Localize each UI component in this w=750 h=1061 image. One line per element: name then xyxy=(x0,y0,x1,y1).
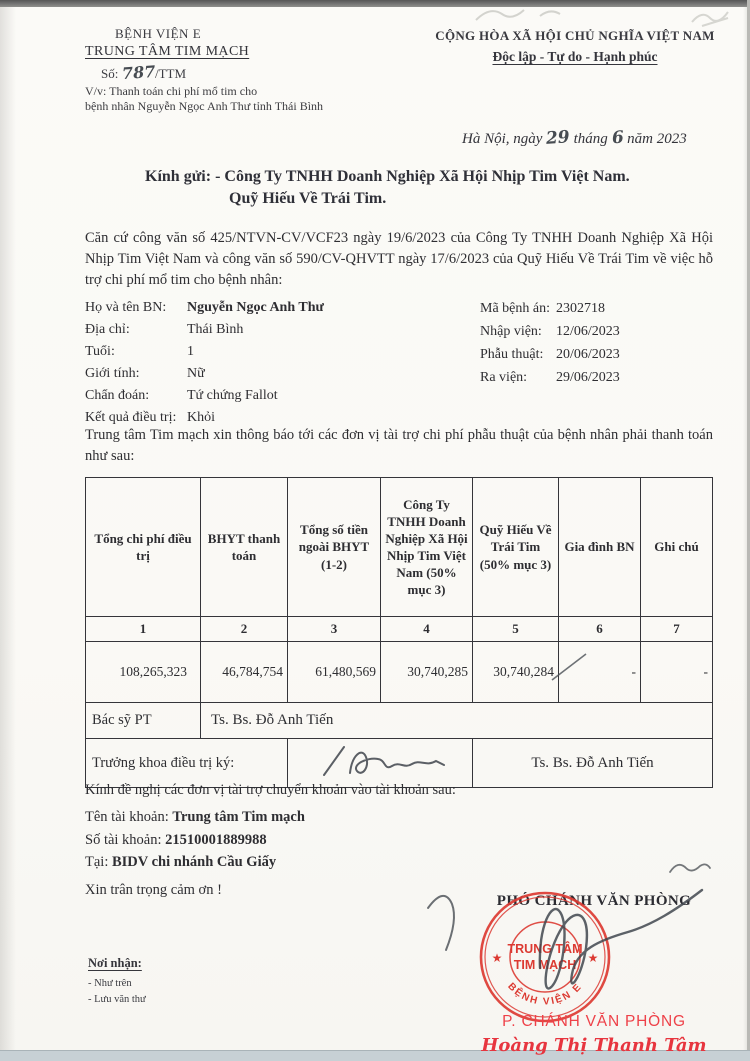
field-label: Địa chỉ: xyxy=(85,322,130,337)
field-label: Mã bệnh án: xyxy=(480,301,550,316)
subject-line-2: bệnh nhân Nguyễn Ngọc Anh Thư tỉnh Thái Bình xyxy=(85,99,324,113)
stamp-center-line2: TIM MẠCH xyxy=(513,958,577,972)
stamp-star-left-icon: ★ xyxy=(491,951,503,965)
value-company: 30,740,285 xyxy=(381,642,473,703)
salutation-block xyxy=(145,168,705,208)
doctor-label: Bác sỹ PT xyxy=(86,703,201,739)
col-number-1: 1 xyxy=(86,617,201,642)
cost-table-sign-row xyxy=(86,739,713,788)
national-title: CỘNG HÒA XÃ HỘI CHỦ NGHĨA VIỆT NAM xyxy=(435,28,715,43)
col-header-bhyt: BHYT thanh toán xyxy=(201,478,288,617)
cost-table-header-row xyxy=(86,478,713,617)
field-value: Nguyễn Ngọc Anh Thư xyxy=(187,300,324,315)
hospital-name: BỆNH VIỆN E xyxy=(115,26,202,41)
col-number-3: 3 xyxy=(288,617,381,642)
value-bhyt: 46,784,754 xyxy=(201,642,288,703)
field-label: Chẩn đoán: xyxy=(85,388,150,403)
field-value: 2302718 xyxy=(556,301,605,316)
account-bank-row xyxy=(85,851,305,874)
field-value: 29/06/2023 xyxy=(556,370,620,385)
col-header-family: Gia đình BN xyxy=(559,478,641,617)
document-number-handwritten: 787 xyxy=(120,61,156,84)
value-outside-bhyt: 61,480,569 xyxy=(288,642,381,703)
field-value: 20/06/2023 xyxy=(556,347,620,362)
head-sign-name: Ts. Bs. Đỗ Anh Tiến xyxy=(473,739,713,788)
field-value: 12/06/2023 xyxy=(556,324,620,339)
pen-slash-mark xyxy=(548,650,592,684)
col-number-6: 6 xyxy=(559,617,641,642)
patient-field-age xyxy=(85,341,465,363)
date-month-word: tháng xyxy=(573,131,608,147)
patient-field-name xyxy=(85,297,465,319)
cost-table-value-row xyxy=(86,642,713,703)
signer-signature-icon xyxy=(420,848,720,1018)
account-number-label: Số tài khoản: xyxy=(85,831,162,848)
document-number-line xyxy=(101,63,360,82)
cost-table xyxy=(85,477,713,788)
date-prefix: Hà Nội, ngày xyxy=(462,131,543,147)
col-number-7: 7 xyxy=(641,617,713,642)
patient-field-record-id xyxy=(480,297,713,320)
pencil-scribble-top xyxy=(470,2,590,28)
account-name-label: Tên tài khoản: xyxy=(85,809,169,825)
recipients-title: Nơi nhận: xyxy=(88,956,142,970)
field-label: Ra viện: xyxy=(480,370,528,385)
field-label: Phẫu thuật: xyxy=(480,347,544,362)
value-total-cost: 108,265,323 xyxy=(86,642,201,703)
cost-table-number-row xyxy=(86,617,713,642)
center-name: TRUNG TÂM TIM MẠCH xyxy=(85,44,250,59)
stamp-star-right-icon: ★ xyxy=(587,951,599,965)
value-family: - xyxy=(559,642,641,703)
reference-paragraph: Căn cứ công văn số 425/NTVN-CV/VCF23 ngày 19/6/2023 của Công Ty TNHH Doanh Nghiệp Xã Hội Nhịp Tim Việt Nam và công văn số 590/CV-QHVTT ngày 17/6/2023 của Quỹ Hiếu Về Trái Tim về việc hỗ trợ chi phí mổ tim cho bệnh nhân: xyxy=(85,230,713,289)
field-value: 1 xyxy=(187,344,194,359)
pencil-scribble-corner xyxy=(688,4,743,30)
value-note: - xyxy=(641,642,713,703)
signer-title: PHÓ CHÁNH VĂN PHÒNG xyxy=(496,893,692,909)
date-line xyxy=(462,128,687,148)
recipient-item-2: - Lưu văn thư xyxy=(88,994,146,1006)
field-label: Nhập viện: xyxy=(480,324,542,339)
patient-field-address xyxy=(85,319,465,341)
salutation-line-2: Quỹ Hiếu Về Trái Tim. xyxy=(229,190,387,207)
recipients-block xyxy=(88,956,146,1009)
document-number-suffix: /TTM xyxy=(155,66,187,81)
head-signature-cell xyxy=(288,739,473,788)
recipient-item-1: - Như trên xyxy=(88,978,132,989)
account-number-value: 21510001889988 xyxy=(165,831,267,848)
document-number-label: Số: xyxy=(101,66,119,81)
thanks-line: Xin trân trọng cảm ơn ! xyxy=(85,882,222,898)
account-bank-label: Tại: xyxy=(85,854,109,870)
patient-field-diagnosis xyxy=(85,385,465,407)
signer-name: Hoàng Thị Thanh Tâm xyxy=(481,1035,707,1056)
patient-info-left xyxy=(85,297,465,429)
account-name-row xyxy=(85,806,305,829)
date-month-handwritten: 6 xyxy=(610,127,625,149)
header-left-block xyxy=(85,26,360,114)
salutation-line-1: Kính gửi: - Công Ty TNHH Doanh Nghiệp Xã Hội Nhịp Tim Việt Nam. xyxy=(145,168,630,185)
col-header-outside-bhyt: Tổng số tiền ngoài BHYT (1-2) xyxy=(288,478,381,617)
col-header-total-cost: Tổng chi phí điều trị xyxy=(86,478,201,617)
doctor-signature-icon xyxy=(310,741,450,781)
date-year: năm 2023 xyxy=(627,131,687,147)
subject-line-1: V/v: Thanh toán chi phí mổ tim cho xyxy=(85,84,258,98)
col-header-company: Công Ty TNHH Doanh Nghiệp Xã Hội Nhịp Tim Việt Nam (50% mục 3) xyxy=(381,478,473,617)
stamp-arc-text: BỆNH VIỆN E xyxy=(505,980,585,1008)
account-bank-value: BIDV chi nhánh Cầu Giấy xyxy=(111,854,277,870)
announcement-paragraph: Trung tâm Tim mạch xin thông báo tới các đơn vị tài trợ chi phí phẫu thuật của bệnh nhân phải thanh toán như sau: xyxy=(85,427,713,465)
national-motto: Độc lập - Tự do - Hạnh phúc xyxy=(492,49,658,64)
field-label: Tuổi: xyxy=(85,344,115,359)
field-label: Giới tính: xyxy=(85,366,140,381)
field-value: Nữ xyxy=(187,366,205,381)
patient-field-admission xyxy=(480,320,713,343)
cost-table-doctor-row xyxy=(86,703,713,739)
value-fund: 30,740,284 xyxy=(473,642,559,703)
account-name-value: Trung tâm Tim mạch xyxy=(172,809,305,825)
col-number-5: 5 xyxy=(473,617,559,642)
field-value: Tứ chứng Fallot xyxy=(187,388,278,403)
doctor-name: Ts. Bs. Đỗ Anh Tiến xyxy=(201,703,713,739)
head-sign-label: Trưởng khoa điều trị ký: xyxy=(86,739,288,788)
account-block xyxy=(85,806,305,874)
account-number-row xyxy=(85,829,305,852)
field-label: Kết quả điều trị: xyxy=(85,410,177,425)
transfer-note: Kính đề nghị các đơn vị tài trợ chuyển khoản vào tài khoản sau: xyxy=(85,782,456,798)
signer-title-red: P. CHÁNH VĂN PHÒNG xyxy=(502,1013,686,1030)
patient-field-discharge xyxy=(480,366,713,389)
patient-field-gender xyxy=(85,363,465,385)
col-number-2: 2 xyxy=(201,617,288,642)
stamp-center-line1: TRUNG TÂM xyxy=(507,942,583,956)
patient-field-surgery xyxy=(480,343,713,366)
col-header-fund: Quỹ Hiếu Về Trái Tim (50% mục 3) xyxy=(473,478,559,617)
field-label: Họ và tên BN: xyxy=(85,300,167,315)
field-value: Thái Bình xyxy=(187,322,244,337)
scan-edge-top xyxy=(0,0,750,7)
col-number-4: 4 xyxy=(381,617,473,642)
header-right-block xyxy=(410,28,740,66)
field-value: Khỏi xyxy=(187,410,215,425)
col-header-note: Ghi chú xyxy=(641,478,713,617)
patient-info-right xyxy=(480,297,713,389)
date-day-handwritten: 29 xyxy=(545,127,571,149)
